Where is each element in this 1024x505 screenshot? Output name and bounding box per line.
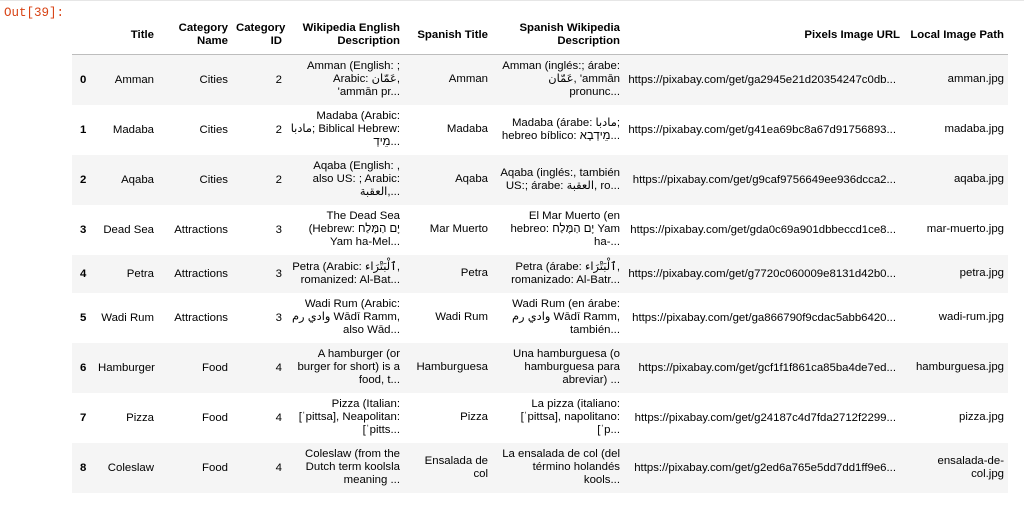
cell-english-description: Coleslaw (from the Dutch term koolsla meaning ... xyxy=(305,448,400,486)
cell-spanish-description: La pizza (italiano: [ˈpittsa], napolitano: [ˈp... xyxy=(520,398,620,436)
cell-category-id: 4 xyxy=(275,461,282,474)
cell-category-id: 4 xyxy=(275,361,282,374)
cell-local-path: amman.jpg xyxy=(947,73,1004,86)
row-index: 4 xyxy=(80,267,87,280)
cell-image-url: https://pixabay.com/get/g9caf9756649ee936dcca2... xyxy=(632,173,896,186)
cell-english-description: The Dead Sea (Hebrew: יָם הַמֶּלַח Yam ha-Mel... xyxy=(308,210,400,248)
cell-spanish-title: Ensalada de col xyxy=(424,454,488,480)
cell-category-id: 3 xyxy=(275,311,282,324)
cell-local-path: petra.jpg xyxy=(959,267,1004,279)
header-pixels-image-url: Pixels Image URL xyxy=(624,16,904,55)
cell-category-id: 4 xyxy=(275,411,282,424)
cell-category-id: 2 xyxy=(275,123,282,136)
row-index: 8 xyxy=(80,461,87,474)
table-row xyxy=(72,55,1008,105)
row-index: 3 xyxy=(80,223,87,236)
cell-category-id: 3 xyxy=(275,223,282,236)
table-row xyxy=(72,343,1008,393)
header-local-image-path: Local Image Path xyxy=(904,16,1008,55)
table-row xyxy=(72,393,1008,443)
cell-spanish-title: Mar Muerto xyxy=(429,223,488,235)
cell-category-name: Cities xyxy=(199,73,228,86)
cell-spanish-description: El Mar Muerto (en hebreo: יָם הַמֶּלַח Yam ha-... xyxy=(510,210,620,248)
row-index: 2 xyxy=(80,173,87,186)
cell-spanish-title: Wadi Rum xyxy=(435,311,488,323)
header-category-id: Category ID xyxy=(232,16,286,55)
header-row xyxy=(72,16,1008,55)
row-index: 7 xyxy=(80,411,87,424)
cell-image-url: https://pixabay.com/get/ga866790f9cdac5abb6420... xyxy=(632,311,896,324)
table-row xyxy=(72,105,1008,155)
cell-local-path: madaba.jpg xyxy=(944,123,1004,135)
header-spanish-wikipedia-description: Spanish Wikipedia Description xyxy=(492,16,624,55)
header-wikipedia-english-description: Wikipedia English Description xyxy=(286,16,404,55)
table-row xyxy=(72,155,1008,205)
cell-english-description: Madaba (Arabic: مادبا; Biblical Hebrew: מֵידְ... xyxy=(290,110,400,148)
cell-spanish-description: Una hamburguesa (o hamburguesa para abreviar) ... xyxy=(512,348,620,386)
cell-local-path: ensalada-de-col.jpg xyxy=(937,454,1004,480)
output-prompt: Out[39]: xyxy=(4,6,65,20)
cell-image-url: https://pixabay.com/get/g7720c060009e8131d42b0... xyxy=(628,267,896,280)
cell-title: Hamburger xyxy=(98,361,155,374)
cell-spanish-description: Wadi Rum (en árabe: وادي رم Wādī Ramm, también... xyxy=(512,298,620,336)
cell-image-url: https://pixabay.com/get/g2ed6a765e5dd7dd1ff9e6... xyxy=(634,461,896,474)
cell-title: Pizza xyxy=(126,411,154,424)
cell-divider xyxy=(0,0,1024,1)
cell-spanish-description: Aqaba (inglés:, también US:; árabe: العقبة, ro... xyxy=(500,166,620,192)
table-row xyxy=(72,443,1008,493)
cell-category-name: Food xyxy=(202,411,228,424)
cell-category-id: 2 xyxy=(275,173,282,186)
cell-local-path: pizza.jpg xyxy=(959,411,1004,423)
cell-image-url: https://pixabay.com/get/g41ea69bc8a67d91756893... xyxy=(628,123,896,136)
cell-category-id: 2 xyxy=(275,73,282,86)
cell-spanish-title: Madaba xyxy=(446,123,488,135)
cell-spanish-title: Pizza xyxy=(460,411,488,423)
cell-title: Madaba xyxy=(112,123,154,136)
cell-title: Aqaba xyxy=(121,173,154,186)
cell-category-name: Attractions xyxy=(174,267,228,280)
cell-category-id: 3 xyxy=(275,267,282,280)
cell-local-path: wadi-rum.jpg xyxy=(938,311,1004,323)
cell-spanish-description: La ensalada de col (del término holandés kools... xyxy=(502,448,620,486)
cell-english-description: Aqaba (English: , also US: ; Arabic: العقبة,... xyxy=(312,160,400,198)
dataframe-output xyxy=(72,16,1008,493)
cell-local-path: aqaba.jpg xyxy=(953,173,1004,185)
cell-spanish-title: Amman xyxy=(448,73,488,86)
row-index: 0 xyxy=(80,73,87,86)
cell-english-description: Petra (Arabic: ٱلْبَتْرَاء, romanized: Al-Bat... xyxy=(292,260,400,286)
cell-title: Amman xyxy=(114,73,154,86)
row-index: 5 xyxy=(80,311,87,324)
cell-category-name: Food xyxy=(202,461,228,474)
cell-spanish-description: Amman (inglés:; árabe: عَمّان, 'ammān pronunc... xyxy=(502,60,620,99)
table-row xyxy=(72,205,1008,255)
dataframe-table xyxy=(72,16,1008,493)
header-index xyxy=(72,16,94,55)
cell-category-name: Cities xyxy=(199,173,228,186)
cell-spanish-title: Hamburguesa xyxy=(416,361,488,373)
cell-spanish-title: Petra xyxy=(460,267,488,279)
cell-english-description: Pizza (Italian: [ˈpittsa], Neapolitan: [ˈpitts... xyxy=(298,398,400,436)
header-title: Title xyxy=(94,16,158,55)
cell-title: Coleslaw xyxy=(107,461,154,474)
cell-title: Petra xyxy=(126,267,154,280)
cell-category-name: Attractions xyxy=(174,311,228,324)
cell-spanish-title: Aqaba xyxy=(455,173,488,185)
cell-category-name: Attractions xyxy=(174,223,228,236)
table-row xyxy=(72,255,1008,293)
cell-category-name: Food xyxy=(202,361,228,374)
cell-spanish-description: Madaba (árabe: مادبا; hebreo bíblico: מֵידְבָא... xyxy=(501,116,620,142)
cell-title: Wadi Rum xyxy=(101,311,154,324)
header-category-name: Category Name xyxy=(158,16,232,55)
cell-image-url: https://pixabay.com/get/g24187c4d7fda2712f2299... xyxy=(634,411,896,424)
row-index: 6 xyxy=(80,361,87,374)
cell-local-path: mar-muerto.jpg xyxy=(926,223,1004,235)
cell-spanish-description: Petra (árabe: ٱلْبَتْرَاء, romanizado: Al-Batr... xyxy=(511,260,620,286)
table-row xyxy=(72,293,1008,343)
cell-title: Dead Sea xyxy=(103,223,154,236)
cell-english-description: A hamburger (or burger for short) is a food, t... xyxy=(297,348,400,386)
cell-image-url: https://pixabay.com/get/gda0c69a901dbbeccd1ce8... xyxy=(630,223,896,236)
cell-english-description: Wadi Rum (Arabic: وادي رم Wādī Ramm, also Wād... xyxy=(292,298,400,336)
cell-english-description: Amman (English: ; Arabic: عَمّان, 'ammān pr... xyxy=(306,60,400,99)
cell-local-path: hamburguesa.jpg xyxy=(915,361,1004,373)
row-index: 1 xyxy=(80,123,87,136)
header-spanish-title: Spanish Title xyxy=(404,16,492,55)
cell-image-url: https://pixabay.com/get/gcf1f1f861ca85ba4de7ed... xyxy=(638,361,896,374)
cell-category-name: Cities xyxy=(199,123,228,136)
cell-image-url: https://pixabay.com/get/ga2945e21d20354247c0db... xyxy=(628,73,896,86)
